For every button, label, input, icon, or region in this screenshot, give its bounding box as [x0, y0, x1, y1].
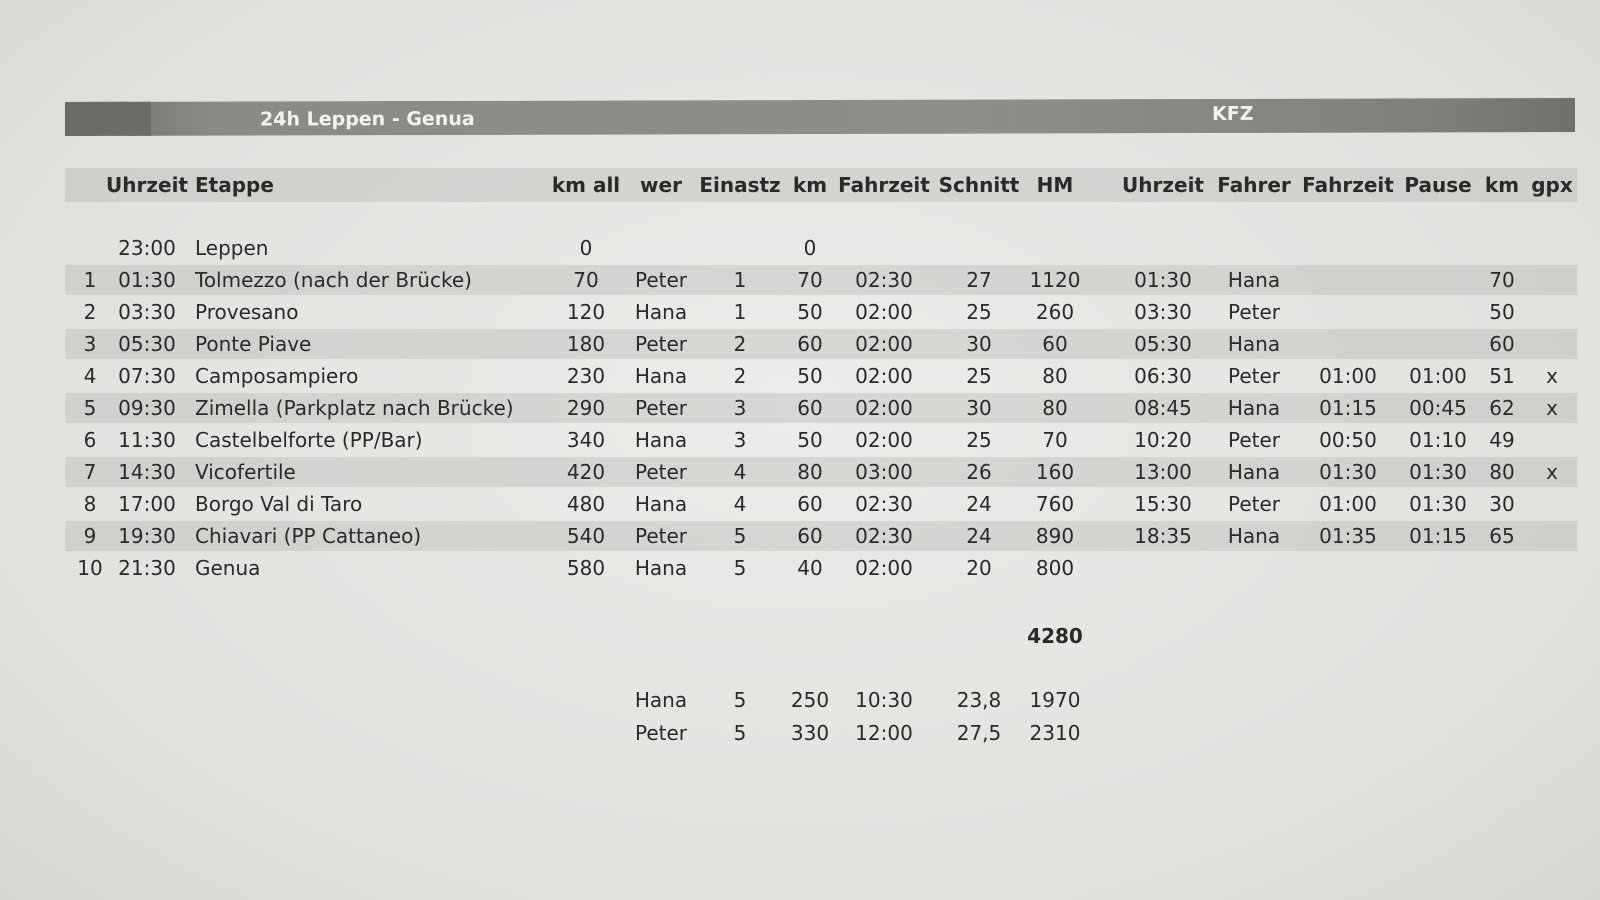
- cell-schnitt: 25: [966, 300, 992, 324]
- cell-hm: 760: [1035, 492, 1075, 516]
- cell-fahrzeit: 02:30: [855, 524, 913, 548]
- cell-nr: 9: [83, 524, 97, 548]
- cell-einsatz: 2: [733, 364, 747, 388]
- cell-einsatz: 5: [733, 556, 747, 580]
- cell-kfz-km: 65: [1489, 524, 1515, 548]
- cell-fahrzeit: 02:30: [855, 268, 913, 292]
- cell-wer: Hana: [634, 300, 688, 324]
- cell-km: 50: [797, 428, 823, 452]
- cell-gpx: x: [1546, 364, 1558, 388]
- start-uhrzeit: 23:00: [118, 236, 176, 260]
- cell-kfz-km: 50: [1489, 300, 1515, 324]
- cell-km: 80: [797, 460, 823, 484]
- cell-gpx: x: [1546, 460, 1558, 484]
- cell-km-all: 70: [573, 268, 599, 292]
- cell-etappe: Zimella (Parkplatz nach Brücke): [195, 396, 514, 420]
- column-header-schnitt: Schnitt: [938, 173, 1020, 197]
- cell-wer: Hana: [634, 428, 688, 452]
- cell-pause: 01:15: [1409, 524, 1467, 548]
- cell-wer: Hana: [634, 364, 688, 388]
- cell-km-all: 290: [566, 396, 606, 420]
- cell-einsatz: 3: [733, 396, 747, 420]
- summary-wer: Hana: [634, 688, 688, 712]
- column-header-kfz-fahrzeit: Fahrzeit: [1302, 173, 1394, 197]
- summary-km: 330: [790, 721, 830, 745]
- cell-kfz-uhrzeit: 13:00: [1134, 460, 1192, 484]
- cell-kfz-uhrzeit: 05:30: [1134, 332, 1192, 356]
- cell-kfz-fahrzeit: 01:15: [1319, 396, 1377, 420]
- cell-kfz-fahrzeit: 01:00: [1319, 364, 1377, 388]
- column-header-etappe: Etappe: [195, 173, 274, 197]
- column-header-kfz-km: km: [1484, 173, 1520, 197]
- cell-kfz-fahrzeit: 00:50: [1319, 428, 1377, 452]
- cell-nr: 10: [77, 556, 103, 580]
- column-header-km-all: km all: [551, 173, 621, 197]
- cell-km-all: 230: [566, 364, 606, 388]
- cell-fahrer: Peter: [1227, 364, 1281, 388]
- cell-fahrzeit: 03:00: [855, 460, 913, 484]
- cell-nr: 4: [83, 364, 97, 388]
- cell-fahrzeit: 02:00: [855, 396, 913, 420]
- column-header-fahrzeit: Fahrzeit: [838, 173, 930, 197]
- cell-nr: 3: [83, 332, 97, 356]
- cell-kfz-uhrzeit: 15:30: [1134, 492, 1192, 516]
- cell-kfz-km: 60: [1489, 332, 1515, 356]
- cell-einsatz: 1: [733, 300, 747, 324]
- cell-km: 40: [797, 556, 823, 580]
- cell-wer: Peter: [634, 524, 688, 548]
- column-header-kfz-uhrzeit: Uhrzeit: [1122, 173, 1204, 197]
- cell-etappe: Genua: [195, 556, 261, 580]
- cell-fahrzeit: 02:00: [855, 428, 913, 452]
- cell-km-all: 540: [566, 524, 606, 548]
- cell-fahrzeit: 02:00: [855, 556, 913, 580]
- total-hm: 4280: [1027, 624, 1083, 648]
- cell-km-all: 120: [566, 300, 606, 324]
- cell-etappe: Castelbelforte (PP/Bar): [195, 428, 423, 452]
- cell-kfz-fahrzeit: 01:35: [1319, 524, 1377, 548]
- cell-kfz-km: 62: [1489, 396, 1515, 420]
- cell-schnitt: 26: [966, 460, 992, 484]
- cell-nr: 1: [83, 268, 97, 292]
- column-header-gpx: gpx: [1531, 173, 1573, 197]
- cell-kfz-km: 70: [1489, 268, 1515, 292]
- column-header-uhrzeit: Uhrzeit: [106, 173, 188, 197]
- cell-fahrer: Peter: [1227, 428, 1281, 452]
- cell-km: 70: [797, 268, 823, 292]
- cell-schnitt: 24: [966, 524, 992, 548]
- cell-einsatz: 2: [733, 332, 747, 356]
- summary-einsatz: 5: [733, 721, 747, 745]
- cell-hm: 60: [1042, 332, 1068, 356]
- column-header-wer: wer: [640, 173, 682, 197]
- cell-etappe: Tolmezzo (nach der Brücke): [195, 268, 472, 292]
- cell-nr: 2: [83, 300, 97, 324]
- cell-kfz-km: 30: [1489, 492, 1515, 516]
- cell-kfz-fahrzeit: 01:00: [1319, 492, 1377, 516]
- cell-schnitt: 30: [966, 332, 992, 356]
- cell-einsatz: 4: [733, 460, 747, 484]
- cell-kfz-uhrzeit: 03:30: [1134, 300, 1192, 324]
- cell-schnitt: 25: [966, 364, 992, 388]
- cell-hm: 260: [1035, 300, 1075, 324]
- summary-schnitt: 27,5: [956, 721, 1002, 745]
- sheet-title: 24h Leppen - Genua: [259, 107, 475, 131]
- cell-etappe: Borgo Val di Taro: [195, 492, 363, 516]
- cell-fahrer: Hana: [1227, 396, 1281, 420]
- summary-fahrzeit: 12:00: [855, 721, 913, 745]
- summary-wer: Peter: [634, 721, 688, 745]
- cell-km-all: 580: [566, 556, 606, 580]
- cell-kfz-fahrzeit: 01:30: [1319, 460, 1377, 484]
- cell-hm: 80: [1042, 396, 1068, 420]
- cell-fahrzeit: 02:30: [855, 492, 913, 516]
- cell-pause: 01:00: [1409, 364, 1467, 388]
- cell-hm: 800: [1035, 556, 1075, 580]
- cell-uhrzeit: 09:30: [118, 396, 176, 420]
- cell-km: 60: [797, 396, 823, 420]
- cell-hm: 1120: [1029, 268, 1081, 292]
- cell-schnitt: 30: [966, 396, 992, 420]
- cell-hm: 80: [1042, 364, 1068, 388]
- summary-fahrzeit: 10:30: [855, 688, 913, 712]
- cell-km-all: 420: [566, 460, 606, 484]
- cell-gpx: x: [1546, 396, 1558, 420]
- cell-nr: 7: [83, 460, 97, 484]
- summary-hm: 2310: [1029, 721, 1081, 745]
- cell-kfz-km: 80: [1489, 460, 1515, 484]
- cell-uhrzeit: 05:30: [118, 332, 176, 356]
- cell-kfz-uhrzeit: 01:30: [1134, 268, 1192, 292]
- cell-uhrzeit: 21:30: [118, 556, 176, 580]
- cell-wer: Peter: [634, 460, 688, 484]
- cell-uhrzeit: 11:30: [118, 428, 176, 452]
- cell-fahrer: Peter: [1227, 492, 1281, 516]
- cell-kfz-km: 51: [1489, 364, 1515, 388]
- cell-etappe: Camposampiero: [195, 364, 359, 388]
- cell-fahrer: Peter: [1227, 300, 1281, 324]
- cell-nr: 6: [83, 428, 97, 452]
- cell-km-all: 340: [566, 428, 606, 452]
- cell-kfz-uhrzeit: 18:35: [1134, 524, 1192, 548]
- cell-pause: 01:10: [1409, 428, 1467, 452]
- cell-einsatz: 3: [733, 428, 747, 452]
- cell-km: 60: [797, 332, 823, 356]
- cell-etappe: Provesano: [195, 300, 299, 324]
- title-bar: [65, 98, 1575, 136]
- cell-kfz-uhrzeit: 10:20: [1134, 428, 1192, 452]
- cell-km: 60: [797, 524, 823, 548]
- cell-nr: 8: [83, 492, 97, 516]
- cell-nr: 5: [83, 396, 97, 420]
- start-km: 0: [803, 236, 817, 260]
- cell-km-all: 180: [566, 332, 606, 356]
- cell-km-all: 480: [566, 492, 606, 516]
- start-km-all: 0: [579, 236, 593, 260]
- cell-km: 60: [797, 492, 823, 516]
- cell-etappe: Chiavari (PP Cattaneo): [195, 524, 422, 548]
- cell-etappe: Ponte Piave: [195, 332, 312, 356]
- cell-schnitt: 25: [966, 428, 992, 452]
- cell-uhrzeit: 19:30: [118, 524, 176, 548]
- cell-pause: 00:45: [1409, 396, 1467, 420]
- cell-fahrzeit: 02:00: [855, 364, 913, 388]
- cell-kfz-uhrzeit: 06:30: [1134, 364, 1192, 388]
- cell-pause: 01:30: [1409, 460, 1467, 484]
- cell-uhrzeit: 07:30: [118, 364, 176, 388]
- cell-fahrzeit: 02:00: [855, 300, 913, 324]
- cell-kfz-uhrzeit: 08:45: [1134, 396, 1192, 420]
- cell-einsatz: 1: [733, 268, 747, 292]
- cell-km: 50: [797, 364, 823, 388]
- cell-uhrzeit: 14:30: [118, 460, 176, 484]
- column-header-hm: HM: [1036, 173, 1074, 197]
- cell-pause: 01:30: [1409, 492, 1467, 516]
- cell-schnitt: 27: [966, 268, 992, 292]
- cell-wer: Peter: [634, 396, 688, 420]
- cell-fahrzeit: 02:00: [855, 332, 913, 356]
- cell-hm: 890: [1035, 524, 1075, 548]
- column-header-pause: Pause: [1404, 173, 1472, 197]
- cell-fahrer: Hana: [1227, 268, 1281, 292]
- cell-wer: Hana: [634, 556, 688, 580]
- cell-hm: 70: [1042, 428, 1068, 452]
- cell-uhrzeit: 17:00: [118, 492, 176, 516]
- cell-einsatz: 5: [733, 524, 747, 548]
- start-etappe: Leppen: [195, 236, 269, 260]
- cell-etappe: Vicofertile: [195, 460, 296, 484]
- cell-schnitt: 20: [966, 556, 992, 580]
- cell-hm: 160: [1035, 460, 1075, 484]
- cell-fahrer: Hana: [1227, 460, 1281, 484]
- cell-uhrzeit: 01:30: [118, 268, 176, 292]
- summary-hm: 1970: [1029, 688, 1081, 712]
- column-header-fahrer: Fahrer: [1217, 173, 1291, 197]
- cell-schnitt: 24: [966, 492, 992, 516]
- cell-fahrer: Hana: [1227, 332, 1281, 356]
- summary-einsatz: 5: [733, 688, 747, 712]
- cell-wer: Peter: [634, 332, 688, 356]
- cell-kfz-km: 49: [1489, 428, 1515, 452]
- cell-km: 50: [797, 300, 823, 324]
- title-bar-left-block: [65, 102, 151, 136]
- cell-wer: Peter: [634, 268, 688, 292]
- cell-einsatz: 4: [733, 492, 747, 516]
- summary-schnitt: 23,8: [956, 688, 1002, 712]
- cell-wer: Hana: [634, 492, 688, 516]
- cell-fahrer: Hana: [1227, 524, 1281, 548]
- column-header-km: km: [792, 173, 828, 197]
- column-header-einsatz: Einastz: [699, 173, 781, 197]
- summary-km: 250: [790, 688, 830, 712]
- cell-uhrzeit: 03:30: [118, 300, 176, 324]
- kfz-label: KFZ: [1211, 102, 1254, 125]
